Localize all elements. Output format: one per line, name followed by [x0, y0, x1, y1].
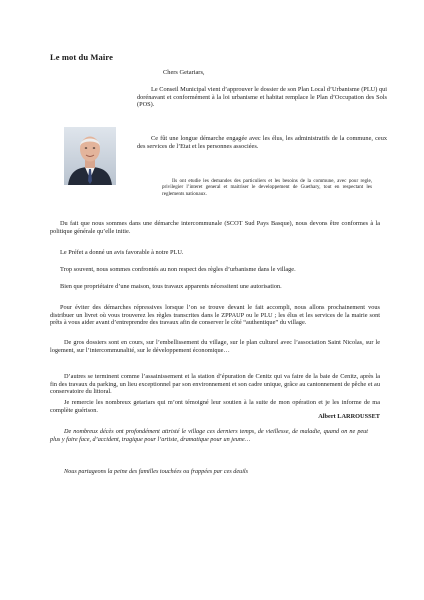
paragraph: Le Préfet a donné un avis favorable à notre PLU. — [60, 249, 184, 256]
paragraph: Bien que propriétaire d’une maison, tous travaux apparents nécessitent une autorisation. — [60, 283, 282, 290]
paragraph: Ils ont etudie les demandes des particuliers et les besoins de la commune, avec pour regle, privilegier l’interet general et maitriser le developpement de Guethary, tout en respectant les reglements nationaux. — [162, 178, 372, 197]
paragraph: Trop souvent, nous sommes confrontés au non respect des règles d’urbanisme dans le village. — [60, 266, 296, 273]
paragraph: Pour éviter des démarches répressives lorsque l’on se trouve devant le fait accompli, nous allons prochainement vous distribuer un livret où vous trouverez les règles transcrites dans le ZPPAUP ou le PLU ; les élus et les services de la mairie sont prêts à vous aider avant d’entreprendre des travaux afin de conserver le côté “authentique” du village. — [50, 304, 380, 327]
paragraph: Je remercie les nombreux getariars qui m’ont témoigné leur soutien à la suite de mon opération et je les informe de ma complète guérison. — [50, 399, 380, 414]
paragraph: De gros dossiers sont en cours, sur l’embellissement du village, sur le plan culturel avec l’association Saint Nicolas, sur le logement, sur l’intercommunalité, sur le développement économique… — [50, 339, 380, 354]
greeting: Chers Getariars, — [163, 69, 205, 76]
paragraph: Ce fût une longue démarche engagée avec les élus, les administratifs de la commune, ceux des services de l’Etat et les personnes associées. — [137, 135, 387, 150]
mayor-portrait-photo-icon — [64, 127, 116, 185]
paragraph: Le Conseil Municipal vient d’approuver le dossier de son Plan Local d’Urbanisme (PLU) qui dorénavant et conformément à la loi urbanisme et habitat remplace le Plan d’Occupation des Sols (POS). — [137, 86, 387, 109]
closing-paragraph: De nombreux décès ont profondément attristé le village ces derniers temps, de vieillesse, de maladie, quand on ne peut plus y faire face, d’accident, tragique pour l’artiste, dramatique pour un jeune… — [50, 428, 368, 443]
paragraph: D’autres se terminent comme l’assainissement et la station d’épuration de Cenitz qui va faire de la baie de Cenitz, après la fin des travaux du parking, un lieu exceptionnel par son environnement et son cadre unique, grâce au cantonnement de pêche et au conservatoire du littoral. — [50, 373, 380, 396]
closing-paragraph: Nous partageons la peine des familles touchées ou frappées par ces deuils — [64, 468, 249, 475]
signature: Albert LARROUSSET — [318, 413, 380, 420]
paragraph: Du fait que nous sommes dans une démarche intercommunale (SCOT Sud Pays Basque), nous devons être conformes à la politique générale qu’elle initie. — [50, 220, 380, 235]
page-title: Le mot du Maire — [50, 52, 113, 62]
